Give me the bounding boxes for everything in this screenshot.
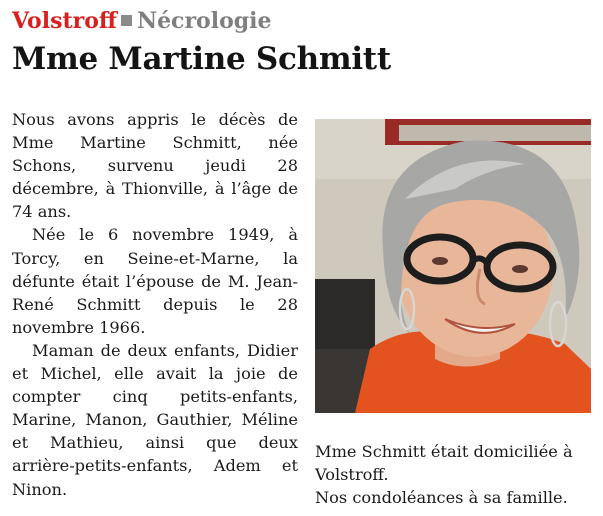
body-paragraph-3: Maman de deux enfants, Didier et Michel, elle avait la joie de compter cinq petits-enfants, Marine, Manon, Gauthier, Méline et Mathieu, ainsi que deux arrière-petits-enfants, Adem et Ninon. [12,340,298,499]
kicker-separator [121,15,132,26]
kicker-place[interactable]: Volstroff [12,8,117,34]
portrait-photo [315,119,591,413]
body-paragraph-1: Nous avons appris le décès de Mme Martine Schmitt, née Schons, survenu jeudi 28 décembre, à Thionville, à l’âge de 74 ans. [12,110,298,222]
portrait-illustration [315,119,591,413]
article-headline: Mme Martine Schmitt [12,41,391,77]
body-paragraph-2: Née le 6 novembre 1949, à Torcy, en Seine-et-Marne, la défunte était l’épouse de M. Jean-René Schmitt depuis le 28 novembre 1966. [12,225,298,337]
article-body [12,108,298,501]
side-paragraph-2: Nos condoléances à sa famille. [315,488,568,508]
article-side-text [315,440,600,509]
side-paragraph-1: Mme Schmitt était domiciliée à Volstroff. [315,442,573,485]
kicker-rubric[interactable]: Nécrologie [136,8,272,34]
section-kicker [12,6,272,36]
